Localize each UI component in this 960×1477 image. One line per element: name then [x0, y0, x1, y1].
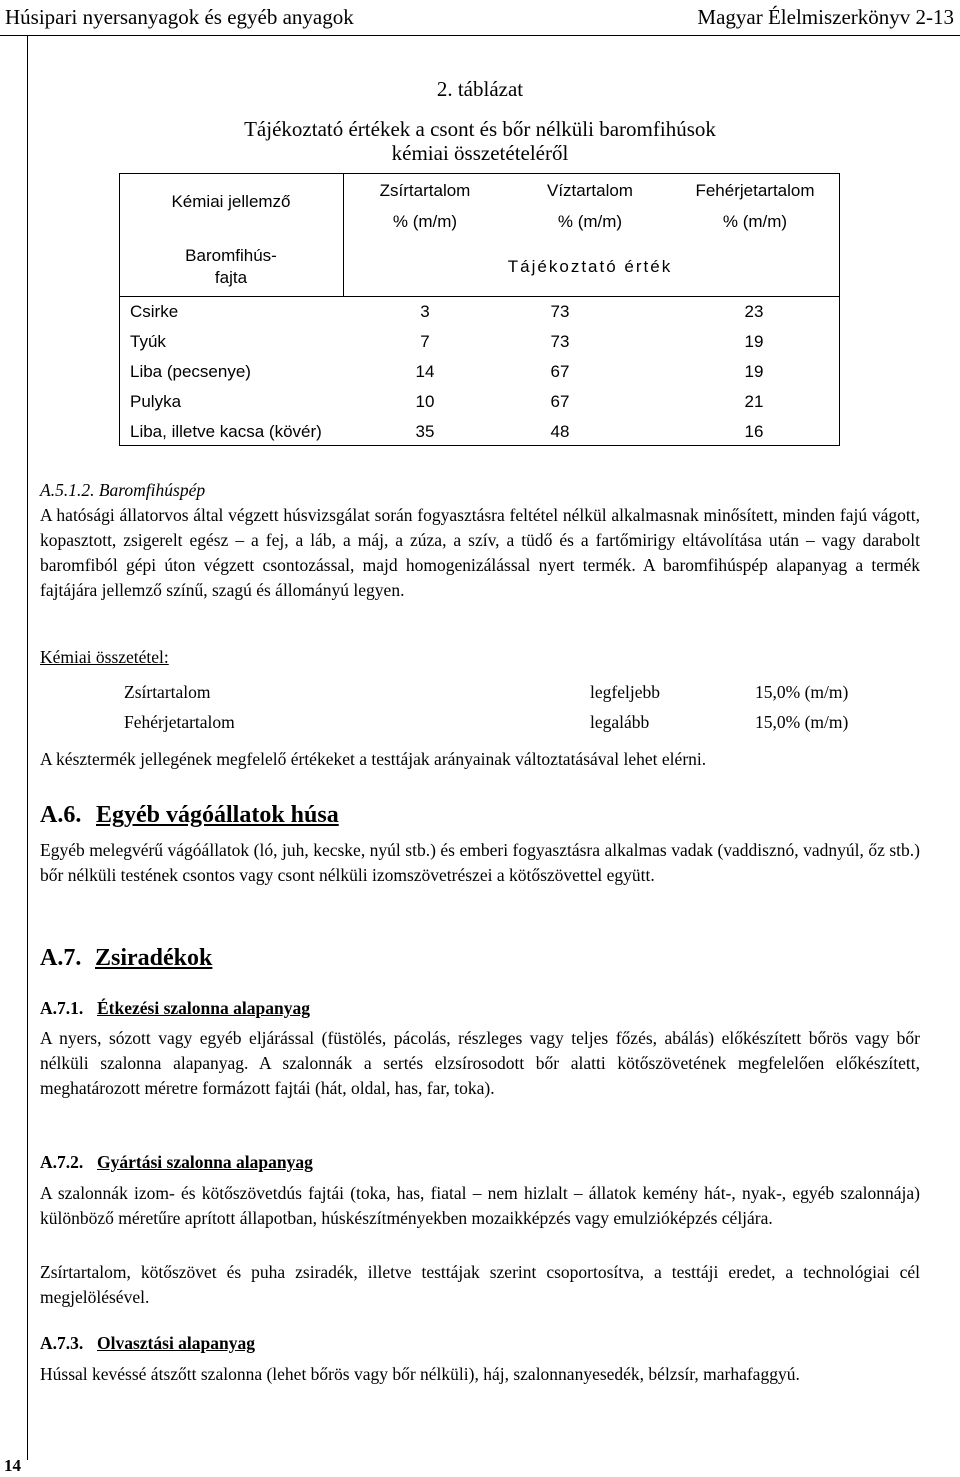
section-heading-a72-number: A.7.2. — [40, 1152, 84, 1172]
section-heading-a73-title: Olvasztási alapanyag — [97, 1333, 256, 1353]
table-subheader: Tájékoztató érték — [507, 257, 673, 276]
row-cell: 7 — [420, 332, 430, 351]
row-cell: 73 — [550, 302, 570, 321]
section-heading-a7-title: Zsiradékok — [95, 945, 213, 971]
paragraph-a71: A nyers, sózott vagy egyéb eljárással (füstölés, pácolás, részleges vagy teljes főzés, abálás) előkészített bőrös vagy bőr nélküli szalonna alapanyag. A szalonnák a sertés elzsírosodott bőr alatti kötőszövetének megfelelően előkészített, meghatározott méretre formázott fajtái (hát, oldal, has, far, toka). — [40, 1028, 920, 1098]
row-cell: 67 — [550, 362, 570, 381]
row-label: Pulyka — [130, 392, 182, 411]
paragraph-a73: Hússal kevéssé átszőtt szalonna (lehet bőrös vagy bőr nélküli), háj, szalonnanyesedék, bélzsír, marhafaggyú. — [40, 1364, 800, 1384]
section-heading-a72-title: Gyártási szalonna alapanyag — [97, 1152, 313, 1172]
paragraph-a512: A hatósági állatorvos által végzett húsvizsgálat során fogyasztásra feltétel nélkül alkalmasnak minősített, minden fajú vágott, kopasztott, zsigerelt egész – a fej, a láb, a máj, a zúza, a szív, a tüdő és a fartőmirigy eltávolítása után – vagy darabolt baromfiból gépi úton végzett csontozással, majd homogenizálással nyert termék. A baromfihúspép alapanyag a termék fajtájára jellemző színű, szagú és állományú legyen. — [40, 505, 920, 600]
row-cell: 14 — [415, 362, 435, 381]
row-label: Tyúk — [130, 332, 166, 351]
col-unit-protein: % (m/m) — [722, 212, 788, 231]
row-cell: 19 — [744, 362, 764, 381]
table-title-line2: kémiai összetételéről — [391, 141, 569, 165]
row-label: Liba (pecsenye) — [130, 362, 251, 381]
table-corner-bottom-2: fajta — [214, 268, 248, 287]
margin-rule — [27, 35, 28, 1460]
chem-row-value: 15,0% (m/m) — [755, 682, 849, 702]
running-header-right: Magyar Élelmiszerkönyv 2-13 — [697, 5, 954, 29]
row-cell: 23 — [744, 302, 764, 321]
row-label: Liba, illetve kacsa (kövér) — [130, 422, 322, 441]
col-unit-fat: % (m/m) — [392, 212, 458, 231]
table-header-divider — [119, 296, 840, 297]
col-header-water: Víztartalom — [547, 181, 633, 200]
chem-note: A késztermék jellegének megfelelő értékeket a testtájak arányainak változtatásával lehet elérni. — [40, 749, 707, 769]
chem-row-name: Zsírtartalom — [124, 682, 211, 702]
row-cell: 10 — [415, 392, 435, 411]
row-cell: 19 — [744, 332, 764, 351]
row-cell: 35 — [415, 422, 435, 441]
header-divider — [0, 35, 960, 36]
paragraph-a6: Egyéb melegvérű vágóállatok (ló, juh, kecske, nyúl stb.) és emberi fogyasztásra alkalmas vadak (vaddisznó, vadnyúl, őz stb.) bőr nélküli testének csontos vagy csont nélküli izomszövetrészei a kötőszövettel együtt. — [40, 840, 920, 885]
col-unit-water: % (m/m) — [557, 212, 623, 231]
chem-row-limit: legalább — [590, 712, 650, 732]
col-header-protein: Fehérjetartalom — [695, 181, 815, 200]
row-cell: 73 — [550, 332, 570, 351]
row-cell: 3 — [420, 302, 430, 321]
running-header-left: Húsipari nyersanyagok és egyéb anyagok — [5, 5, 354, 29]
section-heading-a71-number: A.7.1. — [40, 998, 84, 1018]
section-heading-a71-title: Étkezési szalonna alapanyag — [97, 998, 310, 1018]
col-header-fat: Zsírtartalom — [379, 181, 471, 200]
table-corner-divider — [343, 173, 344, 296]
table-number: 2. táblázat — [436, 77, 524, 101]
chem-label: Kémiai összetétel: — [40, 647, 169, 667]
section-heading-a6-number: A.6. — [40, 802, 82, 828]
chem-row-value: 15,0% (m/m) — [755, 712, 849, 732]
paragraph-a72-1: A szalonnák izom- és kötőszövetdús fajtái (toka, has, fiatal – nem hizlalt – állatok kemény hát-, nyak-, egyéb szalonnája) különböző méretűre aprított állapotban, húskészítményekben mozaikképzés vagy emulzióképzés céljára. — [40, 1183, 920, 1228]
table-corner-bottom-1: Baromfihús- — [185, 246, 277, 265]
section-heading-a6-title: Egyéb vágóállatok húsa — [96, 802, 339, 828]
table-title-line1: Tájékoztató értékek a csont és bőr nélküli baromfihúsok — [244, 117, 716, 141]
page-number: 14 — [4, 1456, 21, 1475]
row-cell: 16 — [744, 422, 764, 441]
row-cell: 48 — [550, 422, 570, 441]
chem-row-limit: legfeljebb — [590, 682, 660, 702]
section-heading-a7-number: A.7. — [40, 945, 82, 971]
chem-row-name: Fehérjetartalom — [124, 712, 235, 732]
table-corner-top: Kémiai jellemző — [171, 192, 291, 211]
row-cell: 67 — [550, 392, 570, 411]
paragraph-a72-2: Zsírtartalom, kötőszövet és puha zsiradék, illetve testtájak szerint csoportosítva, a testtáji eredet, a technológiai cél megjelölésével. — [40, 1262, 920, 1307]
row-cell: 21 — [744, 392, 764, 411]
row-label: Csirke — [130, 302, 179, 321]
section-heading-a73-number: A.7.3. — [40, 1333, 84, 1353]
section-heading-a512: A.5.1.2. Baromfihúspép — [40, 480, 206, 500]
